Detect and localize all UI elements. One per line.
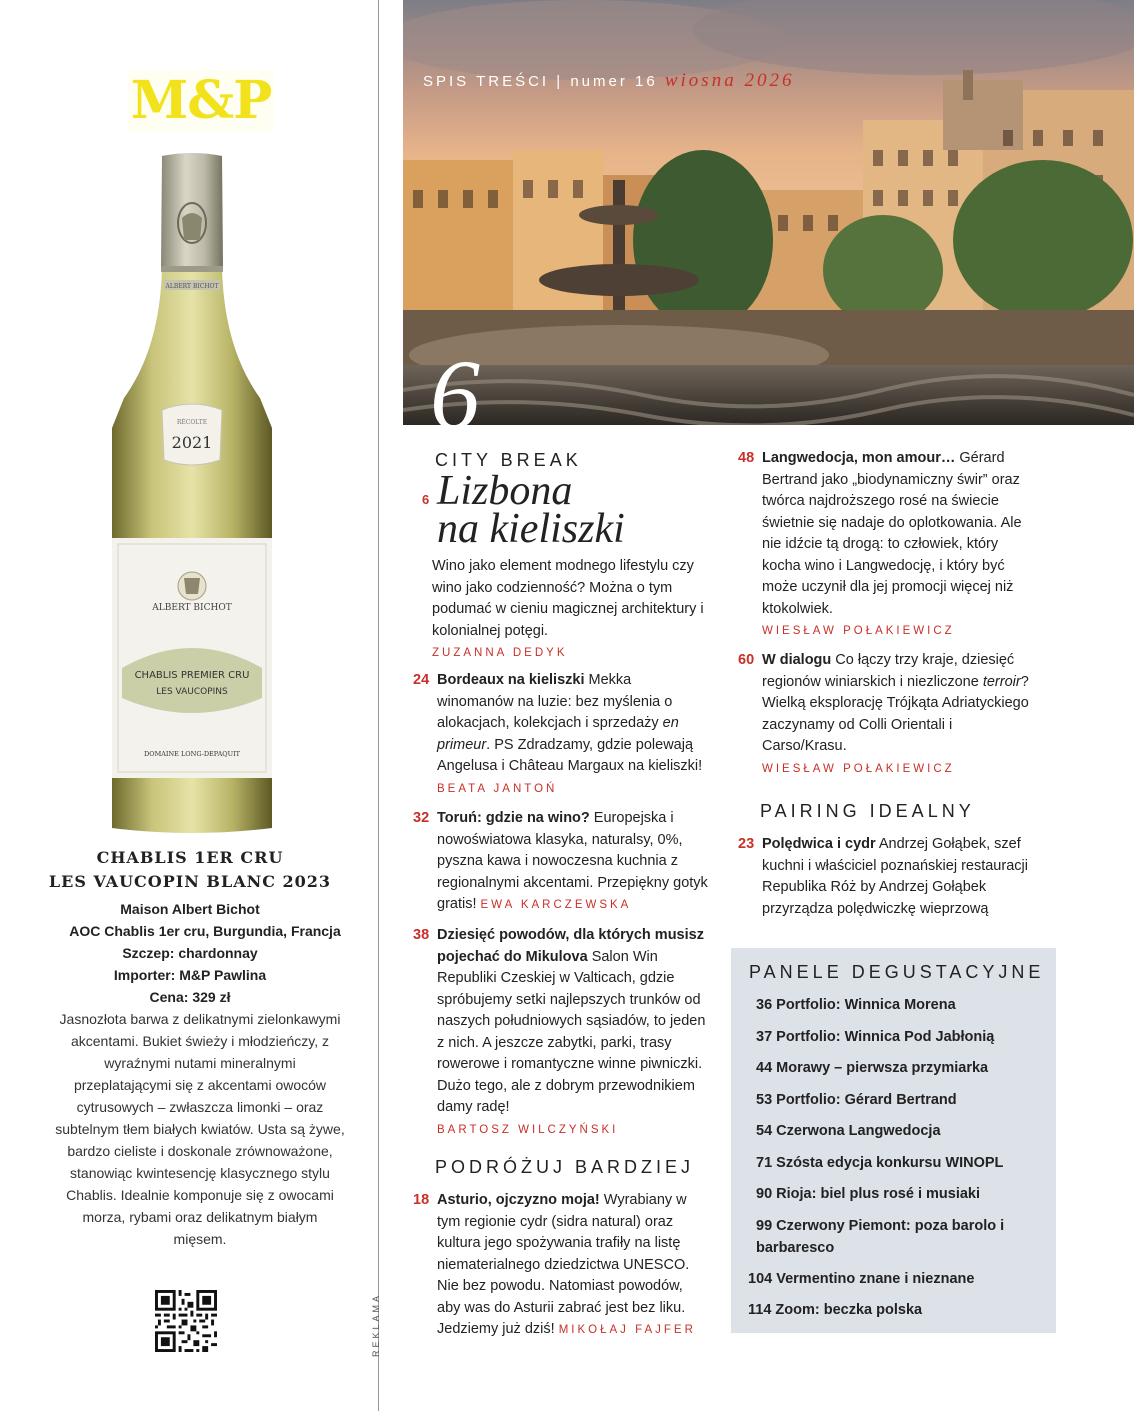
entry-page-number: 60 [738,652,755,668]
lead-title[interactable] [437,468,625,552]
entry-italic: en primeur [437,715,679,753]
entry-page-number: 48 [738,450,755,466]
toc-header [423,70,794,92]
feature-page-number: 6 [430,339,480,450]
list-item[interactable]: 71 Szósta edycja konkursu WINOPL [756,1154,1004,1171]
list-item[interactable]: 54 Czerwona Langwedocja [756,1123,941,1139]
lead-entry [432,556,710,665]
reklama-text: REKLAMA [371,1292,381,1357]
lead-page-number: 6 [422,492,430,507]
entry-title: Bordeaux na kieliszki [437,672,585,688]
toc-entry[interactable] [413,1190,709,1342]
ad-description: Jasnozłota barwa z delikatnymi zielonkawymi akcentami. Bukiet świeży i młodzieńczy, z wyraźnymi nutami mineralnymi przeplatającymi się z akcentami owoców cytrusowych – zwłaszcza limonki – oraz subtelnym tłem białych kwiatów. Usta są żywe, bardzo cieliste i doskonale zrównoważone, stanowiąc kwintesencję klasycznego stylu Chablis. Idealnie komponuje się z owocami morza, rybami oraz delikatnym białym mięsem. [55,1011,345,1247]
issue-label: wiosna 2026 [664,70,795,91]
panels-list [748,994,1048,1331]
entry-title: Asturio, ojczyzno moja! [437,1192,600,1208]
list-item[interactable]: 44 Morawy – pierwsza przymiarka [756,1060,989,1076]
lead-title-line1: Lizbona [437,468,573,514]
list-item[interactable]: 37 Portfolio: Winnica Pod Jabłonią [756,1028,995,1045]
column-divider [378,0,379,1411]
entry-text: Wyrabiany w tym regionie cydr (sidra natural) oraz kultura jego spożywania trafiły na listę niematerialnego dziedzictwa UNESCO. Nie bez powodu. Natomiast powodów, aby was do Asturii zabrać jest bez liku. Jedziemy już dziś! [437,1192,690,1337]
entry-text: Salon Win Republiki Czeskiej w Valticach, gdzie spróbujemy setki najlepszych trunków od naszych południowych sąsiadów, to jeden z nich. A jeszcze zabytki, parki, trasy rowerowe i romantyczne winne piwniczki. Dużo tego, ale z dobrym przewodnikiem damy radę! [437,948,706,1115]
ad-spec-grape: Szczep: chardonnay [122,945,258,961]
list-item[interactable]: 99 Czerwony Piemont: poza barolo i barbaresco [756,1217,1005,1256]
list-item[interactable]: 104 Vermentino znane i nieznane [748,1270,975,1287]
entry-text: Co łączy trzy kraje, dziesięć regionów winiarskich i niezliczone [762,652,1015,690]
entry-text: Gérard Bertrand jako „biodynamiczny świr” oraz twórca najdroższego rosé na świecie świetnie się nadaje do oplotkowania. Ale nie idźcie tą drogą: to człowiek, który kocha wino i Langwedocję, i który być może uczynił dla jej promocji więcej niż ktokolwiek. [762,450,1022,617]
entry-author: MIKOŁAJ FAJFER [558,1324,696,1336]
entry-text: Mekka winomanów na luzie: bez myślenia o alokacjach, kolekcjach i sprzedaży [437,672,673,731]
entry-author: WIESŁAW POŁAKIEWICZ [762,762,955,775]
entry-title: Toruń: gdzie na wino? [437,810,590,826]
ad-title-line2: LES VAUCOPIN BLANC 2023 [48,872,332,891]
ad-spec-importer: Importer: M&P Pawlina [113,967,267,983]
ad-spec-price: Cena: 329 zł [149,989,231,1005]
toc-entry[interactable] [738,834,1037,920]
toc-entry[interactable] [738,650,1037,780]
toc-label: SPIS TREŚCI | numer 16 [423,73,658,90]
ad-spec-appellation: AOC Chablis 1er cru, Burgundia, Francja [69,923,341,939]
entry-author: BARTOSZ WILCZYŃSKI [437,1123,619,1136]
ad-title-line1: CHABLIS 1ER CRU [96,848,284,867]
ad-spec-producer: Maison Albert Bichot [120,901,260,917]
lead-author: ZUZANNA DEDYK [432,647,568,659]
wine-name-text: CHABLIS PREMIER CRU [134,670,250,681]
entry-page-number: 38 [413,927,430,943]
entry-italic: terroir [982,673,1021,690]
entry-text-cont: ? Wielką eksplorację Trójkąta Adriatyckiego zaczynamy od Colli Orientali i Carso/Krasu. [762,673,1029,754]
toc-entry[interactable] [413,670,709,800]
entry-page-number: 18 [413,1192,430,1208]
domaine-text: DOMAINE LONG-DEPAQUIT [144,750,240,758]
vineyard-text: LES VAUCOPINS [156,687,228,697]
entry-title: W dialogu [762,652,832,668]
entry-text: Europejska i nowoświatowa klasyka, naturalsy, 0%, pyszna kawa i nowoczesna kuchnia z regionalnymi akcentami. Przepiękny gotyk gratis! [437,810,708,912]
vintage-year-text: 2021 [171,433,213,452]
entry-title: Polędwica i cydr [762,836,876,852]
section-panele: PANELE DEGUSTACYJNE [749,962,1045,982]
wine-bottle-image [92,148,292,838]
mp-logo: M&P [128,70,274,132]
lead-title-line2: na kieliszki [437,506,625,552]
entry-text: Andrzej Gołąbek, szef kuchni i właściciel poznańskiej restauracji Republika Róż by Andrzej Gołąbek przyrządza polędwiczkę wieprzową [762,836,1028,917]
neck-label-text: ALBERT BICHOT [165,283,219,290]
entry-title: Dziesięć powodów, dla których musisz pojechać do Mikulova [437,927,704,965]
entry-page-number: 32 [413,810,430,826]
list-item[interactable]: 36 Portfolio: Winnica Morena [756,997,956,1013]
toc-entry[interactable] [413,925,709,1141]
entry-author: WIESŁAW POŁAKIEWICZ [762,625,955,637]
section-podrozuj: PODRÓŻUJ BARDZIEJ [435,1157,695,1177]
section-pairing: PAIRING IDEALNY [760,801,975,821]
toc-entry[interactable] [413,808,709,917]
lisbon-square-photo [403,0,1134,425]
reklama-label [369,1265,389,1385]
lead-text: Wino jako element modnego lifestylu czy wino jako codzienność? Można o tym podumać w cieniu magicznej architektury i kolonialnej potęgi. [432,558,704,639]
vintage-top-text: RÉCOLTE [176,419,208,426]
advert-column [0,0,378,1411]
entry-text-cont: . PS Zdradzamy, gdzie polewają Angelusa i Château Margaux na kieliszki! [437,736,703,774]
entry-page-number: 24 [413,672,430,688]
list-item[interactable]: 114 Zoom: beczka polska [748,1302,923,1318]
toc-entry[interactable] [738,448,1037,643]
section-city-break: CITY BREAK [435,450,582,470]
list-item[interactable]: 90 Rioja: biel plus rosé i musiaki [756,1186,981,1202]
entry-author: BEATA JANTOŃ [437,782,558,795]
entry-author: EWA KARCZEWSKA [480,899,632,911]
list-item[interactable]: 53 Portfolio: Gérard Bertrand [756,1091,957,1108]
tasting-panels-box [731,948,1056,1333]
qr-code[interactable] [155,1290,217,1352]
producer-text: ALBERT BICHOT [152,603,232,613]
entry-title: Langwedocja, mon amour… [762,450,956,466]
entry-page-number: 23 [738,836,755,852]
